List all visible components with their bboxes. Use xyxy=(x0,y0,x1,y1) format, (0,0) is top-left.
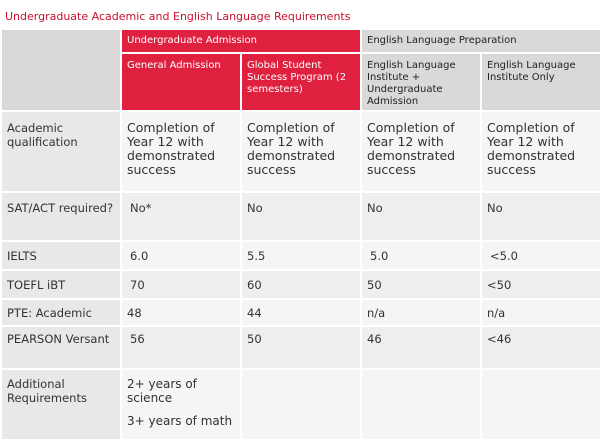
table-row xyxy=(2,370,600,439)
row-label-additional: Additional Requirements xyxy=(2,370,120,439)
cell-ielts-eli-only: <5.0 xyxy=(482,242,600,269)
cell-academic-eli-only: Completion of Year 12 with demonstrated success xyxy=(482,112,600,191)
row-label-pte: PTE: Academic xyxy=(2,300,120,325)
row-label-academic: Academic qualification xyxy=(2,112,120,191)
table-row xyxy=(2,300,600,325)
cell-pearson-eli-undergrad: 46 xyxy=(362,327,480,368)
group-english-prep: English Language Preparation xyxy=(362,30,600,52)
cell-additional-global xyxy=(242,370,360,439)
cell-pte-global: 44 xyxy=(242,300,360,325)
group-header-row xyxy=(2,30,600,52)
col-eli-only: English Language Institute Only xyxy=(482,54,600,110)
additional-math-text: 3+ years of math xyxy=(127,414,233,428)
group-undergraduate-admission: Undergraduate Admission xyxy=(122,30,360,52)
cell-pte-general: 48 xyxy=(122,300,240,325)
table-row xyxy=(2,193,600,240)
cell-pearson-general: 56 xyxy=(122,327,240,368)
row-label-pearson: PEARSON Versant xyxy=(2,327,120,368)
cell-sat-eli-only: No xyxy=(482,193,600,240)
cell-sat-eli-undergrad: No xyxy=(362,193,480,240)
table-row xyxy=(2,242,600,269)
page-title: Undergraduate Academic and English Language Requirements xyxy=(5,10,351,23)
table-row xyxy=(2,271,600,298)
cell-additional-eli-only xyxy=(482,370,600,439)
cell-academic-eli-undergrad: Completion of Year 12 with demonstrated success xyxy=(362,112,480,191)
cell-pearson-eli-only: <46 xyxy=(482,327,600,368)
row-label-ielts: IELTS xyxy=(2,242,120,269)
cell-toefl-eli-only: <50 xyxy=(482,271,600,298)
cell-ielts-general: 6.0 xyxy=(122,242,240,269)
cell-pte-eli-only: n/a xyxy=(482,300,600,325)
cell-ielts-global: 5.5 xyxy=(242,242,360,269)
requirements-table xyxy=(0,28,600,441)
cell-academic-general: Completion of Year 12 with demonstrated success xyxy=(122,112,240,191)
corner-cell xyxy=(2,30,120,110)
col-eli-plus-undergrad: English Language Institute + Undergraduate Admission xyxy=(362,54,480,110)
cell-additional-eli-undergrad xyxy=(362,370,480,439)
col-general-admission: General Admission xyxy=(122,54,240,110)
cell-academic-global: Completion of Year 12 with demonstrated success xyxy=(242,112,360,191)
table-row xyxy=(2,327,600,368)
cell-sat-general: No* xyxy=(122,193,240,240)
cell-toefl-eli-undergrad: 50 xyxy=(362,271,480,298)
cell-ielts-eli-undergrad: 5.0 xyxy=(362,242,480,269)
table-row xyxy=(2,112,600,191)
cell-toefl-general: 70 xyxy=(122,271,240,298)
row-label-sat-act: SAT/ACT required? xyxy=(2,193,120,240)
cell-additional-general xyxy=(122,370,240,439)
cell-pearson-global: 50 xyxy=(242,327,360,368)
cell-toefl-global: 60 xyxy=(242,271,360,298)
cell-pte-eli-undergrad: n/a xyxy=(362,300,480,325)
col-global-student-success: Global Student Success Program (2 semesters) xyxy=(242,54,360,110)
row-label-toefl: TOEFL iBT xyxy=(2,271,120,298)
cell-sat-global: No xyxy=(242,193,360,240)
additional-science-text: 2+ years of science xyxy=(127,377,197,405)
